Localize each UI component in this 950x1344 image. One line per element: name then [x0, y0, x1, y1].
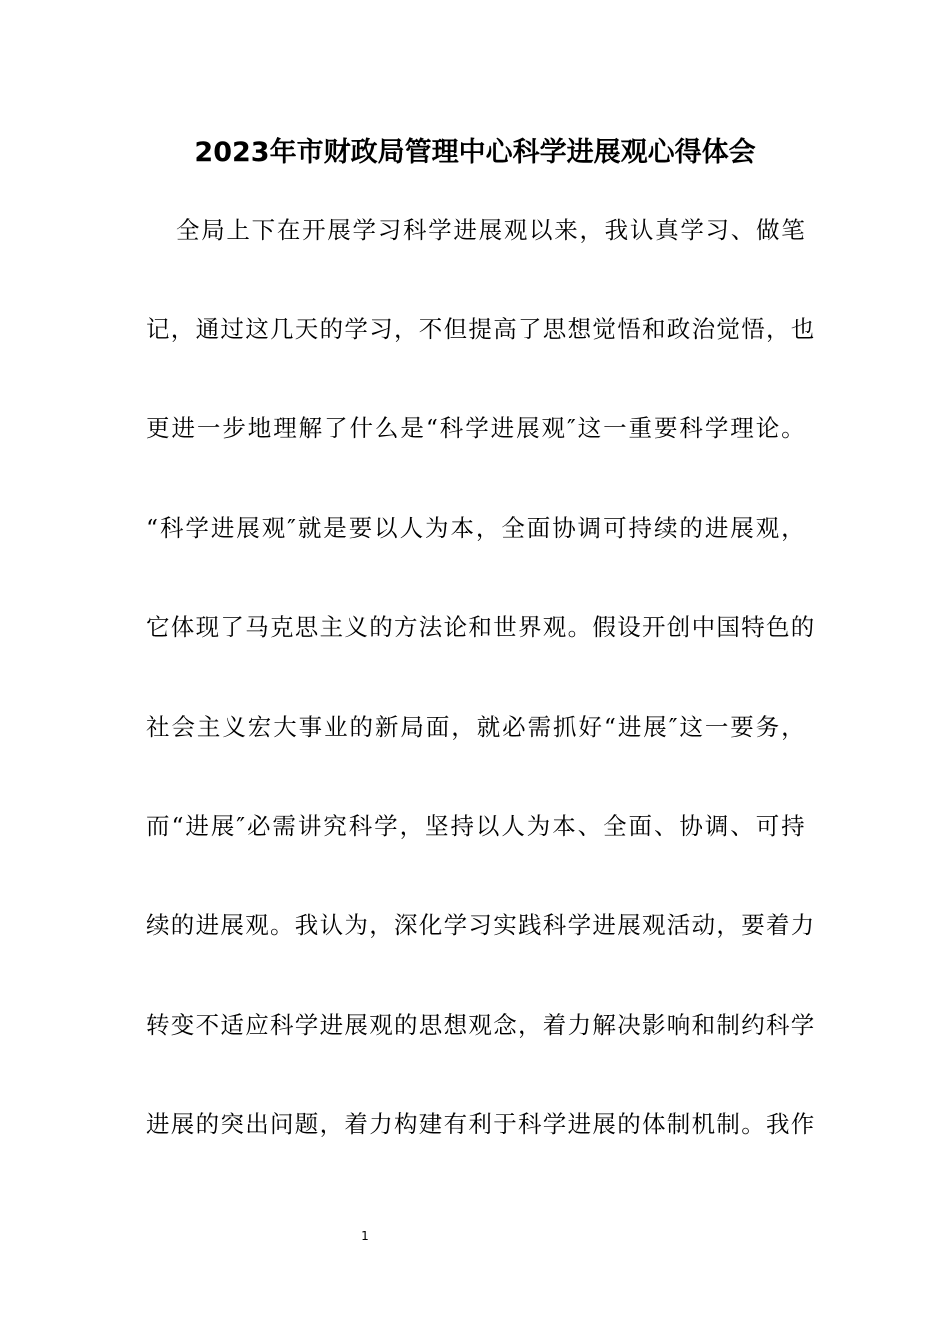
body-line-text: 它体现了马克思主义的方法论和世界观。假设开创中国特色的 [146, 613, 816, 642]
body-line-text: 而“进展″必需讲究科学，坚持以人为本、全面、协调、可持 [146, 812, 806, 841]
document-title: 2023年市财政局管理中心科学进展观心得体会 [194, 137, 756, 168]
body-line-text: 全局上下在开展学习科学进展观以来，我认真学习、做笔 [176, 215, 806, 244]
page-number: 1 [361, 1229, 369, 1243]
body-line [146, 774, 806, 873]
body-line-text: 转变不适应科学进展观的思想观念，着力解决影响和制约科学 [146, 1010, 816, 1039]
body-line-text: 社会主义宏大事业的新局面，就必需抓好“进展″这一要务， [146, 712, 806, 741]
body-line [146, 1073, 816, 1172]
body-line-text: 续的进展观。我认为，深化学习实践科学进展观活动，要着力 [146, 911, 816, 940]
body-line [146, 675, 806, 774]
body-line [146, 178, 806, 277]
body-line-text: “科学进展观″就是要以人为本，全面协调可持续的进展观， [146, 513, 806, 542]
body-line-text: 更进一步地理解了什么是“科学进展观″这一重要科学理论。 [146, 414, 806, 443]
body-line [146, 973, 816, 1072]
body-line [146, 576, 816, 675]
body-line [146, 874, 816, 973]
body-line-text: 进展的突出问题，着力构建有利于科学进展的体制机制。我作 [146, 1110, 816, 1139]
body-line [146, 377, 806, 476]
document-body [146, 178, 816, 1172]
body-line [146, 277, 816, 376]
body-line-text: 记，通过这几天的学习，不但提高了思想觉悟和政治觉悟，也 [146, 315, 816, 344]
body-line [146, 476, 806, 575]
